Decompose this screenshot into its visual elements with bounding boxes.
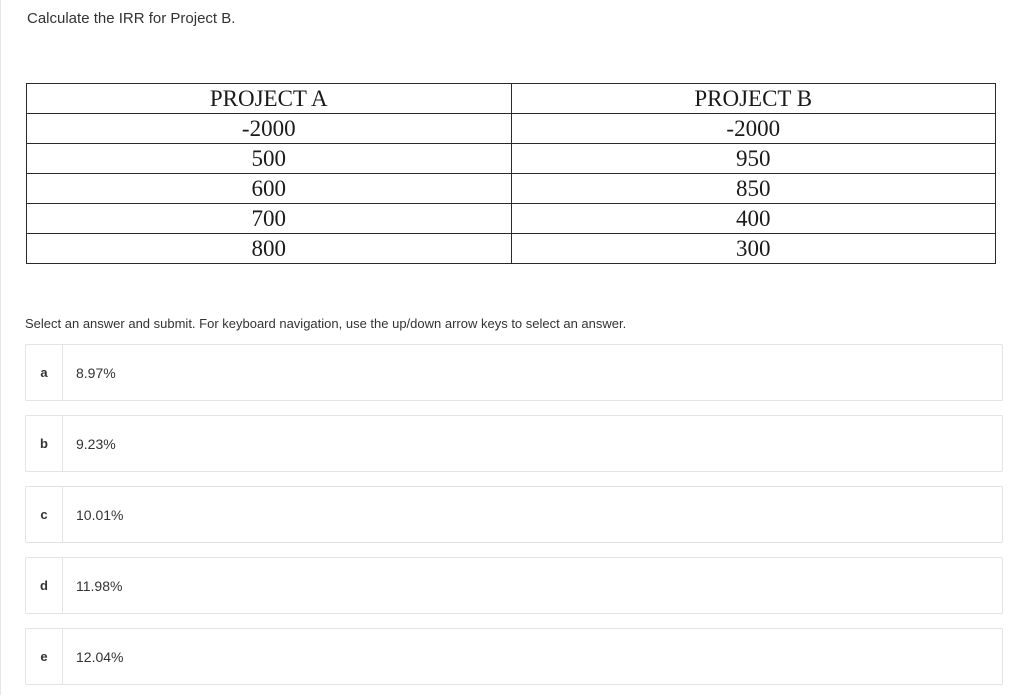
cell-project-a: 600 [27, 174, 512, 204]
answer-options [25, 344, 1003, 699]
option-letter: c [26, 487, 63, 542]
cell-project-b: 950 [511, 144, 996, 174]
option-text: 12.04% [76, 648, 124, 665]
table-row [27, 234, 996, 264]
cell-project-b: 300 [511, 234, 996, 264]
header-project-a: PROJECT A [27, 84, 512, 114]
answer-option-c[interactable] [25, 486, 1003, 543]
table-row [27, 174, 996, 204]
option-letter: b [26, 416, 63, 471]
header-project-b: PROJECT B [511, 84, 996, 114]
table-header-row [27, 84, 996, 114]
option-text: 8.97% [76, 364, 116, 381]
table-row [27, 204, 996, 234]
answer-option-b[interactable] [25, 415, 1003, 472]
option-letter: d [26, 558, 63, 613]
option-text: 10.01% [76, 506, 124, 523]
cell-project-a: 500 [27, 144, 512, 174]
cell-project-a: -2000 [27, 114, 512, 144]
cell-project-a: 700 [27, 204, 512, 234]
answer-option-e[interactable] [25, 628, 1003, 685]
cell-project-a: 800 [27, 234, 512, 264]
option-letter: e [26, 629, 63, 684]
answer-option-a[interactable] [25, 344, 1003, 401]
question-text: Calculate the IRR for Project B. [27, 10, 236, 27]
answer-option-d[interactable] [25, 557, 1003, 614]
left-border-rule [0, 0, 1, 695]
option-letter: a [26, 345, 63, 400]
option-text: 11.98% [76, 577, 123, 594]
option-text: 9.23% [76, 435, 116, 452]
cell-project-b: -2000 [511, 114, 996, 144]
cell-project-b: 400 [511, 204, 996, 234]
table-row [27, 114, 996, 144]
answer-instructions: Select an answer and submit. For keyboard navigation, use the up/down arrow keys to select an answer. [25, 316, 627, 331]
cell-project-b: 850 [511, 174, 996, 204]
table-row [27, 144, 996, 174]
cash-flow-table [26, 83, 996, 264]
